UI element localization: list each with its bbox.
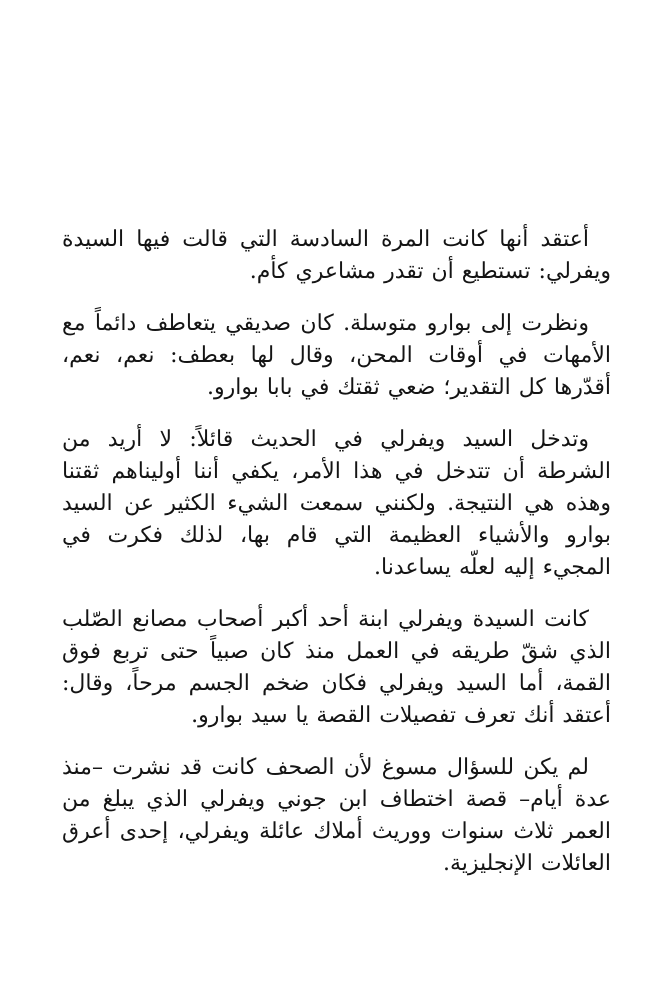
paragraph-5: لم يكن للسؤال مسوغ لأن الصحف كانت قد نشرت –منذ عدة أيام– قصة اختطاف ابن جوني ويفرلي الذي يبلغ من العمر ثلاث سنوات ووريث أملاك عائلة ويفرلي، إحدى أعرق العائلات الإنجليزية. bbox=[62, 755, 611, 876]
paragraph-1: أعتقد أنها كانت المرة السادسة التي قالت فيها السيدة ويفرلي: تستطيع أن تقدر مشاعري كأم. bbox=[62, 227, 611, 284]
paragraph-3: وتدخل السيد ويفرلي في الحديث قائلاً: لا أريد من الشرطة أن تتدخل في هذا الأمر، يكفي أننا أوليناهم ثقتنا وهذه هي النتيجة. ولكنني سمعت الشيء الكثير عن السيد بوارو والأشياء العظيمة التي قام بها، لذلك فكرت في المجيء إليه لعلّه يساعدنا. bbox=[62, 427, 611, 580]
book-page bbox=[62, 224, 611, 900]
paragraph-2: ونظرت إلى بوارو متوسلة. كان صديقي يتعاطف دائماً مع الأمهات في أوقات المحن، وقال لها بعطف: نعم، نعم، أقدّرها كل التقدير؛ ضعي ثقتك في بابا بوارو. bbox=[62, 311, 611, 400]
paragraph-4: كانت السيدة ويفرلي ابنة أحد أكبر أصحاب مصانع الصّلب الذي شقّ طريقه في العمل منذ كان صبياً حتى تربع فوق القمة، أما السيد ويفرلي فكان ضخم الجسم مرحاً، وقال: أعتقد أنك تعرف تفصيلات القصة يا سيد بوارو. bbox=[62, 607, 611, 728]
